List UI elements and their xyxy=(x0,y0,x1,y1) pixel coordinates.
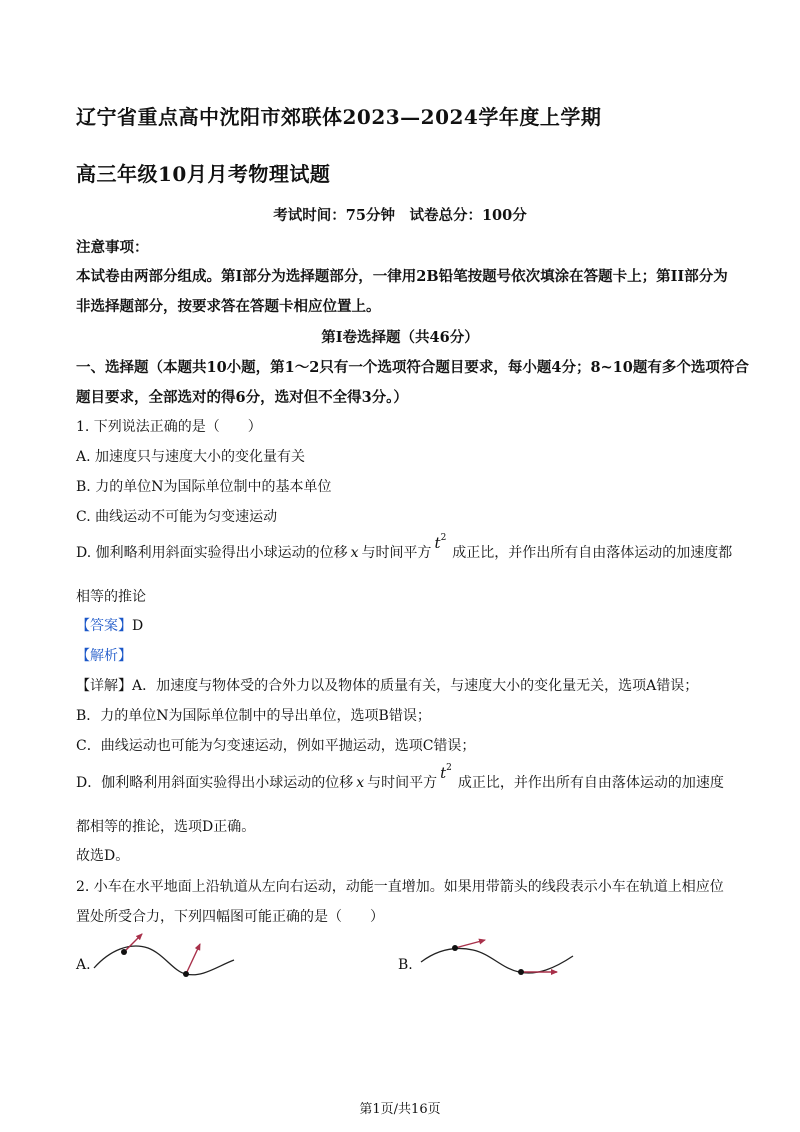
q1-detail-c: C．曲线运动也可能为匀变速运动，例如平抛运动，选项C错误； xyxy=(76,738,476,754)
detail-d-text-2: 与时间平方 xyxy=(367,775,438,791)
q1-detail-a xyxy=(76,675,698,695)
q1-option-d-text-1: D. 伽利略利用斜面实验得出小球运动的位移 xyxy=(76,545,348,561)
detail-d-text-3: 成正比，并作出所有自由落体运动的加速度 xyxy=(457,775,724,791)
q1-option-d-text-2: 与时间平方 xyxy=(361,545,432,561)
q1-detail-b: B．力的单位N为国际单位制中的导出单位，选项B错误； xyxy=(76,708,431,724)
q1-detail-d-line-2: 都相等的推论，选项D正确。 xyxy=(76,819,256,835)
q1-detail-d xyxy=(76,763,724,792)
section-instruction-1: 一、选择题（本题共10小题，第1～2只有一个选项符合题目要求，每小题4分；8~10题有多个选项符合 xyxy=(76,359,749,376)
notice-heading: 注意事项： xyxy=(76,239,149,256)
detail-a-text: A．加速度与物体受的合外力以及物体的质量有关，与速度大小的变化量无关，选项A错误； xyxy=(132,678,699,694)
q1-option-d xyxy=(76,533,733,562)
q2-option-a-label: A. xyxy=(76,957,91,973)
q2-figure-a xyxy=(90,920,250,990)
force-arrow xyxy=(455,940,485,948)
q1-option-a: A. 加速度只与速度大小的变化量有关 xyxy=(76,449,306,465)
q1-option-c: C. 曲线运动不可能为匀变速运动 xyxy=(76,509,278,525)
title-line-1: 辽宁省重点高中沈阳市郊联体2023—2024学年度上学期 xyxy=(76,105,602,129)
car-point xyxy=(121,949,127,955)
notice-line-2: 非选择题部分，按要求答在答题卡相应位置上。 xyxy=(76,298,381,315)
exam-info: 考试时间：75分钟 试卷总分：100分 xyxy=(273,207,527,224)
car-point xyxy=(452,945,458,951)
q2-option-b-label: B. xyxy=(398,957,413,973)
q1-option-d-var-t: t xyxy=(434,534,441,552)
track-curve xyxy=(94,946,234,975)
title-line-2: 高三年级10月月考物理试题 xyxy=(76,162,331,186)
detail-d-var-x: x xyxy=(356,775,365,791)
detail-d-superscript: 2 xyxy=(446,763,452,773)
q1-option-d-text-3: 成正比，并作出所有自由落体运动的加速度都 xyxy=(452,545,733,561)
q2-figure-b xyxy=(415,920,585,990)
q1-answer xyxy=(76,615,143,635)
page-footer: 第1页/共16页 xyxy=(359,1102,441,1117)
detail-d-text-1: D．伽利略利用斜面实验得出小球运动的位移 xyxy=(76,775,354,791)
detail-d-var-t: t xyxy=(440,764,447,782)
force-arrow xyxy=(124,934,142,952)
q2-stem-line-1: 2. 小车在水平地面上沿轨道从左向右运动，动能一直增加。如果用带箭头的线段表示小车在轨道上相应位 xyxy=(76,879,724,895)
q1-conclusion: 故选D。 xyxy=(76,848,130,864)
q1-option-b: B. 力的单位N为国际单位制中的基本单位 xyxy=(76,479,332,495)
car-point xyxy=(183,971,189,977)
q1-option-d-line-2: 相等的推论 xyxy=(76,589,146,605)
car-point xyxy=(518,969,524,975)
q1-option-d-superscript: 2 xyxy=(440,533,447,543)
notice-line-1: 本试卷由两部分组成。第I部分为选择题部分，一律用2B铅笔按题号依次填涂在答题卡上；第II部分为 xyxy=(76,268,728,285)
q2-stem-line-2: 置处所受合力，下列四幅图可能正确的是（ ） xyxy=(76,909,384,925)
analysis-tag: 【解析】 xyxy=(76,648,132,664)
q1-option-d-var-x: x xyxy=(350,545,359,561)
answer-tag: 【答案】 xyxy=(76,618,132,634)
section-title: 第I卷选择题（共46分） xyxy=(321,329,479,346)
force-arrow xyxy=(186,944,200,974)
track-curve xyxy=(421,949,573,974)
q1-stem: 1. 下列说法正确的是（ ） xyxy=(76,419,262,435)
detail-tag: 【详解】 xyxy=(76,678,132,694)
section-instruction-2: 题目要求，全部选对的得6分，选对但不全得3分。） xyxy=(76,389,408,406)
answer-value: D xyxy=(132,618,144,634)
